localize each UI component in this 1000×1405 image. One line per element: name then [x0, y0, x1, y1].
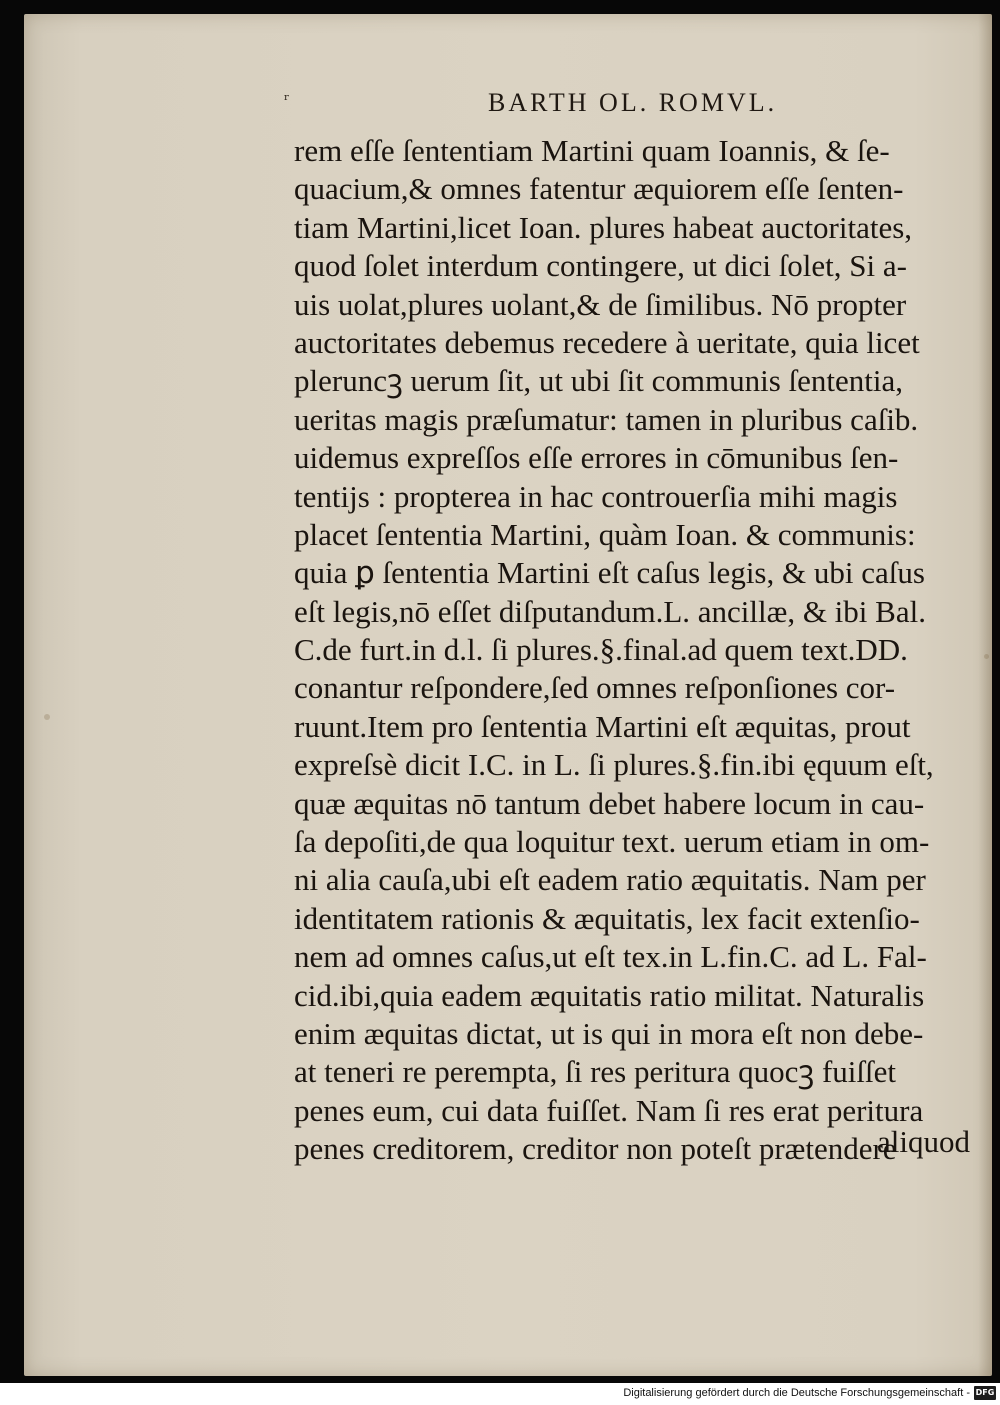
text-line: penes eum, cui data fuiſſet. Nam ſi res erat peritura: [294, 1092, 924, 1128]
digitization-footer: [0, 1383, 1000, 1405]
text-line: C.de furt.in d.l. ſi plures.§.final.ad quem text.DD.: [294, 632, 908, 668]
text-line: conantur reſpondere,ſed omnes reſponſiones cor-: [294, 670, 896, 706]
text-line: pleruncꝫ uerum ſit, ut ubi ſit communis ſententia,: [294, 363, 904, 399]
text-line: cid.ibi,quia eadem æquitatis ratio militat. Naturalis: [294, 977, 925, 1013]
text-line: ſa depoſiti,de qua loquitur text. uerum etiam in om-: [294, 824, 930, 860]
running-head: BARTH OL. ROMVL.: [488, 88, 778, 117]
text-line: enim æquitas dictat, ut is qui in mora eſt non debe-: [294, 1015, 924, 1051]
text-line: tentijs : propterea in hac controuerſia mihi magis: [294, 478, 898, 514]
funding-credit: Digitalisierung gefördert durch die Deutsche Forschungsgemeinschaft -: [623, 1387, 970, 1399]
paper-stain: [984, 654, 989, 659]
text-line: at teneri re perempta, ſi res peritura quocꝫ fuiſſet: [294, 1054, 896, 1090]
text-line: tiam Martini,licet Ioan. plures habeat auctoritates,: [294, 209, 913, 245]
text-line: quia ꝑ ſententia Martini eſt caſus legis, & ubi caſus: [294, 555, 925, 591]
dfg-logo: DFG: [974, 1386, 996, 1400]
text-line: expreſsè dicit I.C. in L. ſi plures.§.fin.ibi ęquum eſt,: [294, 747, 934, 783]
text-line: rem eſſe ſententiam Martini quam Ioannis, & ſe-: [294, 133, 890, 168]
text-line: quæ æquitas nō tantum debet habere locum in cau-: [294, 785, 925, 821]
text-line: quod ſolet interdum contingere, ut dici ſolet, Si a-: [294, 248, 907, 284]
text-line: quacium,& omnes fatentur æquiorem eſſe ſenten-: [294, 171, 904, 207]
text-line: placet ſententia Martini, quàm Ioan. & communis:: [294, 516, 916, 552]
paper-stain: [44, 714, 50, 720]
text-line: auctoritates debemus recedere à ueritate, quia licet: [294, 324, 920, 360]
text-line: ni alia cauſa,ubi eſt eadem ratio æquitatis. Nam per: [294, 862, 926, 898]
text-line: identitatem rationis & æquitatis, lex facit extenſio-: [294, 900, 920, 936]
text-line: ueritas magis præſumatur: tamen in pluribus caſib.: [294, 401, 919, 437]
page-corner-mark: ʳ: [284, 90, 290, 109]
text-line: nem ad omnes caſus,ut eſt tex.in L.fin.C. ad L. Fal-: [294, 939, 927, 975]
body-text: [294, 132, 978, 1169]
text-line: penes creditorem, creditor non poteſt prætendere: [294, 1131, 897, 1167]
text-line: uis uolat,plures uolant,& de ſimilibus. Nō propter: [294, 286, 907, 322]
text-line: ruunt.Item pro ſententia Martini eſt æquitas, prout: [294, 708, 911, 744]
text-line: uidemus expreſſos eſſe errores in cōmunibus ſen-: [294, 440, 899, 476]
catchword: aliquod: [877, 1124, 970, 1159]
text-line: eſt legis,nō eſſet diſputandum.L. ancillæ, & ibi Bal.: [294, 593, 926, 629]
